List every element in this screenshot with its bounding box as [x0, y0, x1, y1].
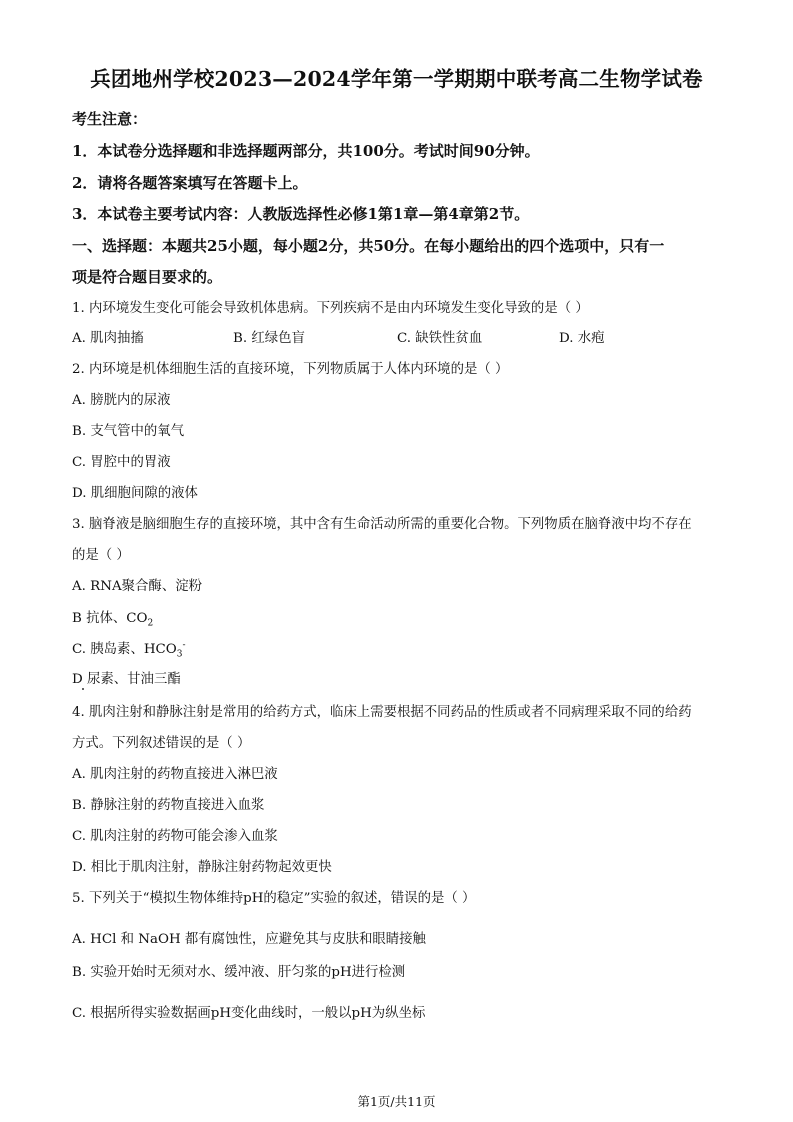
question-4-option-d: D. 相比于肌肉注射，静脉注射药物起效更快: [72, 860, 332, 875]
notice-item-2: 2．请将各题答案填写在答题卡上。: [72, 174, 308, 192]
question-3-option-c: [72, 638, 186, 660]
question-1-option-c: C. 缺铁性贫血: [397, 331, 483, 346]
question-3-option-d: D 尿素、甘油三酯: [72, 672, 181, 687]
question-2-option-d: D. 肌细胞间隙的液体: [72, 486, 198, 501]
question-3-option-c-text: C. 胰岛素、HCO: [72, 642, 177, 657]
question-4-option-c: C. 肌肉注射的药物可能会渗入血浆: [72, 829, 278, 844]
question-2-option-a: A. 膀胱内的尿液: [72, 393, 171, 408]
question-5-option-b: B. 实验开始时无须对水、缓冲液、肝匀浆的pH进行检测: [72, 965, 406, 980]
question-4-stem-line2: 方式。下列叙述错误的是（ ）: [72, 736, 251, 751]
stray-dot-mark: [82, 688, 84, 690]
question-2-option-c: C. 胃腔中的胃液: [72, 455, 171, 470]
notice-item-3: 3．本试卷主要考试内容：人教版选择性必修1第1章—第4章第2节。: [72, 205, 530, 223]
question-3-option-c-superscript: -: [182, 640, 186, 651]
question-1-stem: 1. 内环境发生变化可能会导致机体患病。下列疾病不是由内环境发生变化导致的是（ ）: [72, 301, 589, 316]
page-footer: 第1页/共11页: [357, 1094, 436, 1109]
question-2-option-b: B. 支气管中的氧气: [72, 424, 185, 439]
question-1-option-b: B. 红绿色盲: [233, 331, 305, 346]
question-5-option-a: A. HCl 和 NaOH 都有腐蚀性，应避免其与皮肤和眼睛接触: [72, 932, 426, 947]
question-1-option-d: D. 水疱: [559, 331, 605, 346]
question-3-option-c-subscript: 3: [176, 649, 183, 660]
question-3-option-b-subscript: 2: [147, 618, 154, 629]
section-heading-line1: 一、选择题：本题共25小题，每小题2分，共50分。在每小题给出的四个选项中，只有一: [72, 237, 665, 255]
question-5-stem: 5. 下列关于“模拟生物体维持pH的稳定”实验的叙述，错误的是（ ）: [72, 891, 476, 906]
question-3-option-b-text: B 抗体、CO: [72, 611, 148, 626]
question-5-option-c: C. 根据所得实验数据画pH变化曲线时，一般以pH为纵坐标: [72, 1006, 426, 1021]
question-4-option-b: B. 静脉注射的药物直接进入血浆: [72, 798, 265, 813]
question-2-stem: 2. 内环境是机体细胞生活的直接环境，下列物质属于人体内环境的是（ ）: [72, 362, 509, 377]
question-4-option-a: A. 肌肉注射的药物直接进入淋巴液: [72, 767, 278, 782]
question-1-option-a: A. 肌肉抽搐: [72, 331, 144, 346]
page-title: 兵团地州学校2023—2024学年第一学期期中联考高二生物学试卷: [90, 67, 703, 91]
question-3-stem-line2: 的是（ ）: [72, 548, 130, 563]
question-4-stem-line1: 4. 肌肉注射和静脉注射是常用的给药方式，临床上需要根据不同药品的性质或者不同病理采取不同的给药: [72, 705, 692, 720]
section-heading-line2: 项是符合题目要求的。: [72, 268, 223, 286]
notice-item-1: 1．本试卷分选择题和非选择题两部分，共100分。考试时间90分钟。: [72, 142, 540, 160]
question-3-option-a: A. RNA聚合酶、淀粉: [72, 579, 202, 594]
question-3-option-b: [72, 607, 153, 629]
question-3-stem-line1: 3. 脑脊液是脑细胞生存的直接环境，其中含有生命活动所需的重要化合物。下列物质在脑脊液中均不存在: [72, 517, 692, 532]
notice-heading: 考生注意：: [72, 110, 148, 128]
